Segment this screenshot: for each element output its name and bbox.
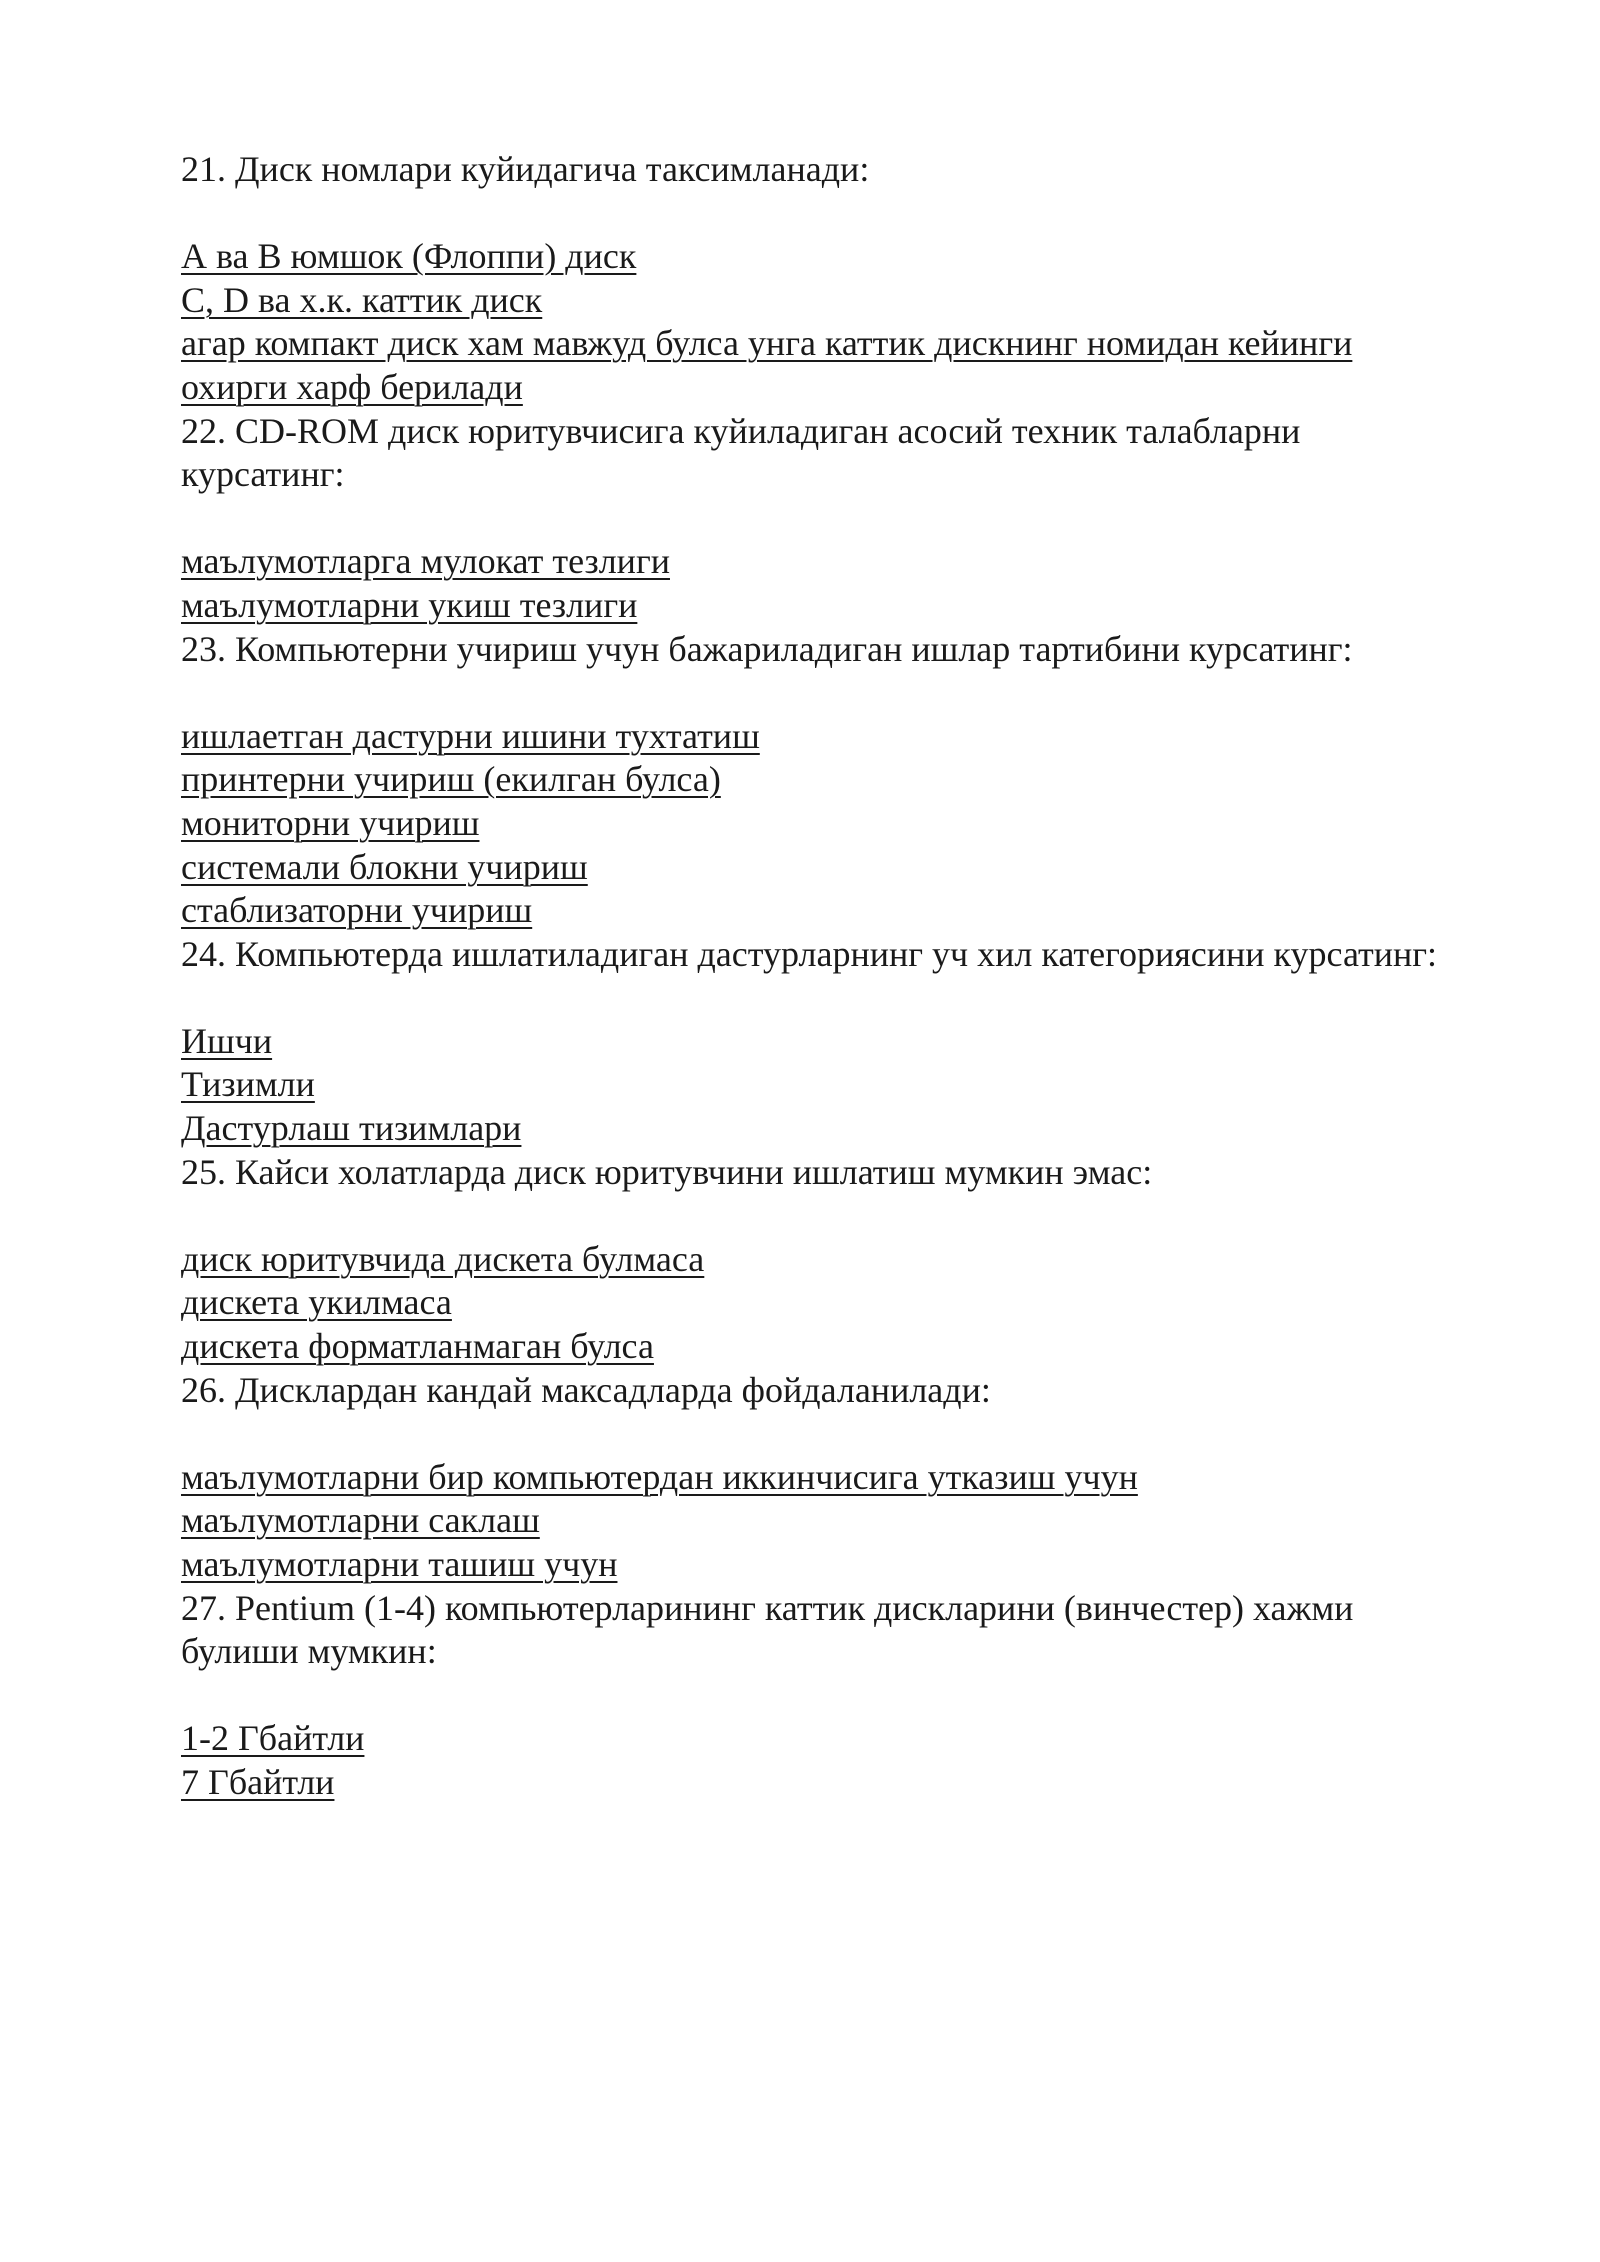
answer-item: Дастурлаш тизимлари	[181, 1108, 522, 1149]
question-23	[181, 628, 1440, 933]
answer-item: А ва В юмшок (Флоппи) диск	[181, 236, 637, 277]
answer-item: принтерни учириш (екилган булса)	[181, 759, 721, 800]
question-text: 22. CD-ROM диск юритувчисига куйиладиган асосий техник талабларни курсатинг:	[181, 410, 1301, 495]
answer-list	[181, 540, 1440, 627]
question-text: 25. Кайси холатларда диск юритувчини ишлатиш мумкин эмас:	[181, 1151, 1153, 1192]
answer-item: маълумотларни ташиш учун	[181, 1544, 618, 1584]
question-21	[181, 148, 1440, 410]
answer-item: маълумотларни бир компьютердан иккинчисига утказиш учун	[181, 1456, 1138, 1497]
answer-item: стаблизаторни учириш	[181, 890, 533, 931]
question-24	[181, 933, 1440, 1151]
answer-list	[181, 1238, 1440, 1369]
answer-item: системали блокни учириш	[181, 846, 588, 887]
answer-item: дискета укилмаса	[181, 1282, 452, 1323]
question-text: 24. Компьютерда ишлатиладиган дастурларнинг уч хил категориясини курсатинг:	[181, 933, 1438, 974]
answer-item: маълумотларни саклаш	[181, 1500, 540, 1541]
answer-item: 1-2 Гбайтли	[181, 1718, 365, 1759]
answer-item: агар компакт диск хам мавжуд булса унга каттик дискнинг номидан кейинги охирги харф берилади	[181, 323, 1353, 407]
answer-item: Тизимли	[181, 1064, 315, 1105]
question-27	[181, 1587, 1440, 1805]
answer-list	[181, 715, 1440, 933]
question-26	[181, 1369, 1440, 1587]
answer-list	[181, 235, 1440, 409]
answer-item: С, D ва х.к. каттик диск	[181, 279, 543, 320]
question-22	[181, 410, 1440, 628]
question-25	[181, 1151, 1440, 1369]
answer-item: Ишчи	[181, 1020, 273, 1061]
question-text: 23. Компьютерни учириш учун бажариладиган ишлар тартибини курсатинг:	[181, 628, 1353, 669]
answer-list	[181, 1020, 1440, 1151]
answer-item: дискета форматланмаган булса	[181, 1326, 654, 1367]
answer-item: 7 Гбайтли	[181, 1761, 335, 1802]
question-text: 26. Дисклардан кандай максадларда фойдаланилади:	[181, 1369, 991, 1410]
question-text: 21. Диск номлари куйидагича таксимланади:	[181, 149, 870, 189]
answer-item: маълумотларни укиш тезлиги	[181, 584, 638, 625]
answer-item: ишлаетган дастурни ишини тухтатиш	[181, 715, 760, 756]
answer-list	[181, 1456, 1440, 1587]
question-text: 27. Pentium (1-4) компьютерларининг каттик дискларини (винчестер) хажми булиши мумкин:	[181, 1587, 1354, 1672]
answer-item: мониторни учириш	[181, 802, 480, 843]
answer-item: диск юритувчида дискета булмаса	[181, 1238, 705, 1279]
answer-item: маълумотларга мулокат тезлиги	[181, 541, 670, 582]
answer-list	[181, 1717, 1440, 1804]
